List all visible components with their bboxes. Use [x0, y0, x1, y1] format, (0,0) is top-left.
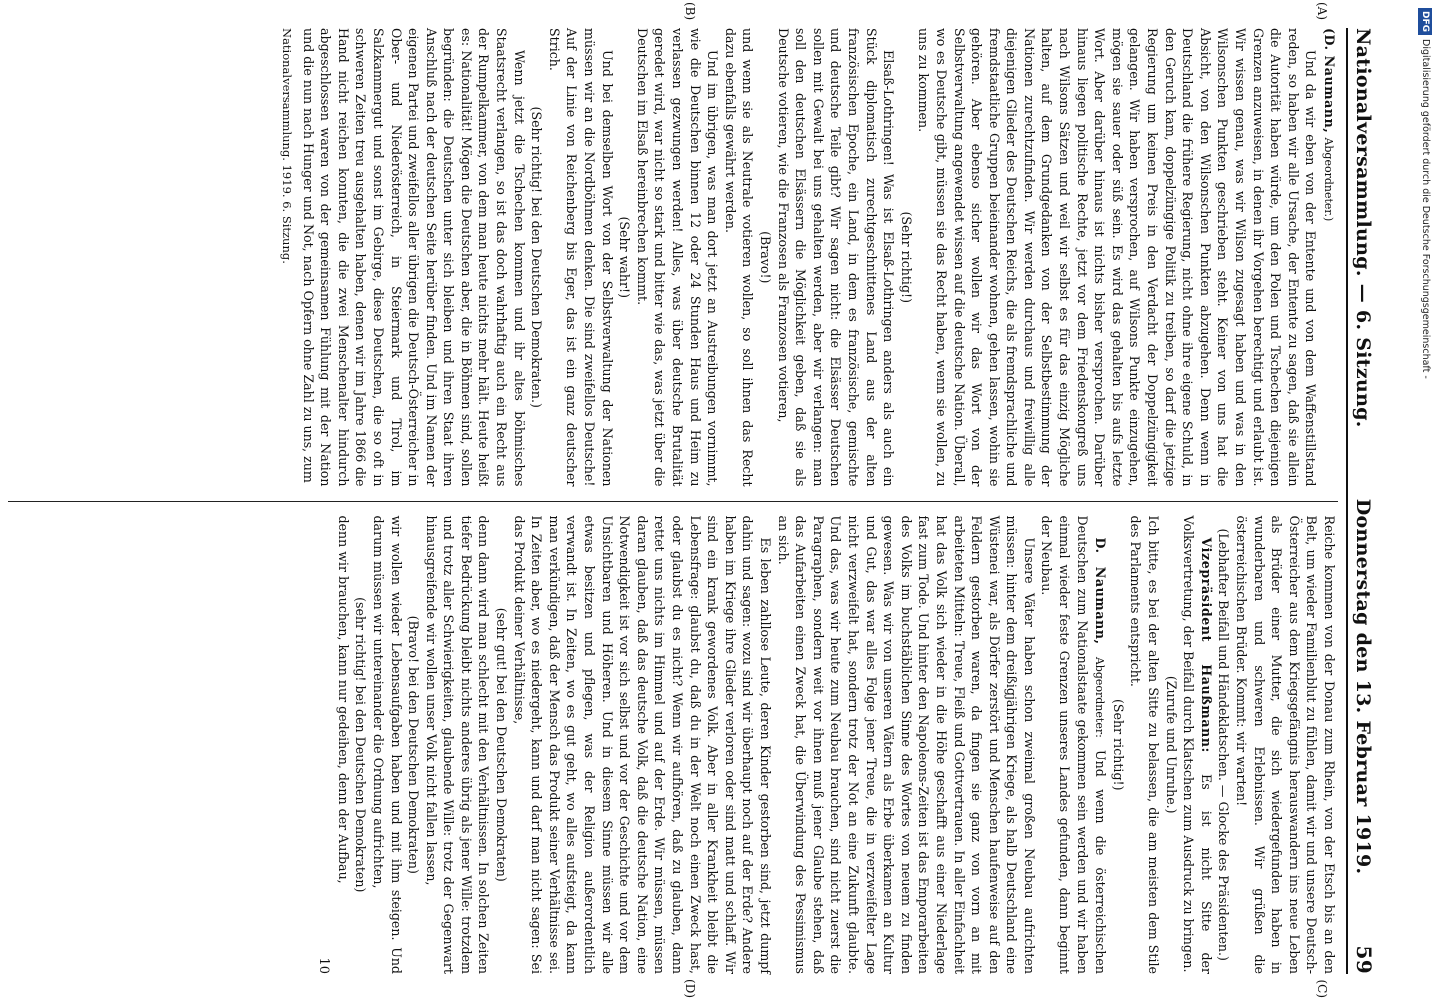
page-number: 59	[1352, 945, 1376, 974]
paragraph: Und bei demselben Wort von der Selbstverwaltung der Nationen müssen wir an die Nordböhmen denken. Die sind zweifellos Deutsche! Auf der Linie von Reichenberg bis Eger, das ist ein ganz deutscher Strich.	[546, 28, 615, 487]
interjection: (Zurufe und Unruhe.)	[1163, 675, 1179, 814]
header-left: Nationalversammlung. — 6. Sitzung.	[1352, 28, 1374, 428]
interjection: (Sehr richtig!)	[1110, 699, 1126, 791]
paragraph: denn dann wird man schlecht mit den Verhältnissen. In solchen Zeiten tiefer Bedrückung bleibt nichts anderes übrig als jener Wille: trotzdem und trotz aller Schwierigkeiten, glaubende Wille: trotz der Gegenwart hinausgreifende wir wollen unser Volk nicht fallen lassen,	[423, 515, 492, 974]
page-mark: 10	[316, 957, 332, 974]
interjection: (Bravo! bei den Deutschen Demokraten)	[406, 615, 422, 874]
paragraph: Reiche kommen von der Donau zum Rhein, von der Etsch bis an den Belt, um wieder Familienblut zu fühlen, damit wir und unsere Deutsch-Österreicher aus dem Kriegsgefängnis herauswandern ins neue Leben als Brüder einer Mutter, die sich wiedergefunden haben in wunderbaren und schweren Erlebnissen. Wir grüßen die österreichischen Brüder. Kommt: wir warten!	[1234, 515, 1337, 974]
president-remark: Vizepräsident Haußmann: Es ist nicht Sitte der Volksvertretung, der Beifall durch Klatschen zum Ausdruck zu bringen.	[1181, 515, 1214, 974]
dfg-side-note	[1418, 8, 1432, 988]
margin-marker-d: (D)	[683, 979, 697, 998]
interjection: (Sehr wahr!)	[617, 216, 633, 299]
header-date: Donnerstag den 13. Februar 1919.	[1352, 498, 1374, 875]
columns	[8, 2, 1338, 998]
interjection: (Lebhafter Beifall und Händeklatschen. — Glocke des Präsidenten.)	[1216, 528, 1232, 961]
paragraph: denn wir brauchen, kann nur gedeihen, denn der Aufbau,	[335, 515, 351, 884]
paragraph: Es leben zahllose Leute, deren Kinder gestorben sind, jetzt dumpf dahin und sagen: wozu sind wir überhaupt noch auf der Erde? Andere haben im Kriege ihre Glieder verloren oder sind matt und schlaff. Wir sind ein krank gewordenes Volk. Aber in aller Krankheit bleibt die Lebensfrage: glaubst du, daß du in der Welt noch einen Zweck hast, oder glaubst du es nicht? Wenn wir aufhören, daß zu glauben, dann rettet uns nichts im Himmel und auf der Erde. Wir müssen, müssen daran glauben, daß das deutsche Volk, daß die deutsche Nation, eine Notwendigkeit ist vor sich selbst und vor der Geschichte und vor dem Unsichtbaren und Höheren. Und in diesem Sinne müssen wir alle etwas besitzen und pflegen, was der Religion außerordentlich verwandt ist. In Zeiten, wo es gut geht, wo alles aufsteigt, da kann man verkündigen, daß der Mensch das Produkt seiner Verhältnisse sei. In Zeiten aber, wo es niedergeht, kann und darf man nicht sagen: Sei das Produkt deiner Verhältnisse,	[511, 515, 773, 974]
paragraph: Ich bitte, es bei der alten Sitte zu belassen, die am meisten dem Stile des Parlaments entspricht.	[1128, 515, 1162, 974]
interjection: (Sehr richtig!)	[898, 211, 914, 303]
footnote: Nationalversammlung. 1919. 6. Sitzung.	[279, 28, 294, 264]
interjection: (Sehr richtig! bei den Deutschen Demokraten.)	[529, 106, 545, 408]
paragraph: wir wollen wieder Lebensaufgaben haben und mit ihm steigen. Und darum müssen wir untereinander die Ordnung aufrichten,	[370, 515, 404, 974]
right-column	[8, 515, 1338, 998]
interjection: (Bravo!)	[758, 231, 773, 284]
paragraph: Unsere Väter haben schon zweimal großen Neubau aufrichten müssen: hinter dem dreißigjährigen Kriege, als halb Deutschland eine Wüstenei war, als Dörfer zerstört und Menschen haufenweise auf den Feldern gestorben waren, da fingen sie ganz von vorn an mit arbeiteten Mitteln: Treue, Fleiß und Gottvertrauen. In aller Einfachheit hat das Volk sich wieder in die Höhe geschafft aus einer Niederlage fast zum Tode. Und hinter den Napoleons-Zeiten ist das Emporarbeiten des Volks im buchstäblichen Sinne des Wortes von neuem zu finden gewesen. Was wir von unseren Vätern als Erbe überkamen an Kultur und Gut, das war alles Folge jener Treue, die in verzweifelter Lage nicht verzweifelt hat, sondern trotz der Not an eine Zukunft glaubte. Und das, was wir heute zum Neubau brauchen, sind nicht zuerst die Paragraphen, sondern weit vor ihnen muß jener Glaube stehen, daß das Aufarbeiten einen Zweck hat, die Überwindung des Pessimismus an sich.	[775, 515, 1037, 974]
margin-marker-b: (B)	[683, 2, 697, 21]
paragraph: Elsaß-Lothringen! Was ist Elsaß-Lothringen anders als auch ein Stück diplomatisch zurechtgeschnittenes Land aus der alten französischen Epoche, ein Land, in dem es französische, gemischte und deutsche Teile gibt? Wir sagen nicht: die Elsässer Deutschen sollen mit Gewalt bei uns gehalten werden, aber wir verlangen: man soll den deutschen Elsässern die Möglichkeit geben, daß sie als Deutsche votieren, wie die Franzosen als Franzosen votieren,	[775, 28, 897, 487]
paragraph: und wenn sie als Neutrale votieren wollen, so soll ihnen das Recht dazu ebenfalls gewährt werden.	[722, 28, 756, 487]
paragraph: Und im übrigen, was man dort jetzt an Austreibungen vornimmt, wie die Deutschen binnen 12 oder 24 Stunden Haus und Heim zu verlassen gezwungen werden! Alles, was über deutsche Brutalität geredet wird, war nicht so stark und bitter wie das, was jetzt über die Deutschen im Elsaß hereinbrechen kommt.	[634, 28, 721, 487]
page-header	[1346, 28, 1386, 974]
speaker-line: (D. Naumann, Abgeordneter.)	[1322, 28, 1337, 222]
margin-marker-a: (A)	[1315, 2, 1329, 21]
margin-marker-c: (C)	[1315, 979, 1329, 998]
paragraph: Und da wir eben von der Entente und von dem Waffenstillstand reden, so haben wir alle Ursache, der Entente zu sagen, daß sie allein die Autorität haben würde, um den Polen und Tschechen diejenigen Grenzen anzuweisen, in denen ihr Vorgehen berechtigt und erlaubt ist. Wir wissen genau, was wir Wilson zugesagt haben und was in den Wilsonschen Punkten geschrieben steht. Keiner von uns hat die Absicht, von den Wilsonschen Punkten abzugehen. Denn wenn in Deutschland die frühere Regierung, nicht ohne ihre eigene Schuld, in den Geruch kam, doppelzüngige Politik zu treiben, so darf die jetzige Regierung um keinen Preis in den Verdacht der Doppelzüngigkeit gelangen. Wir haben versprochen, auf Wilsons Punkte einzugehen, mögen sie sauer oder süß sein. Es wird das gehalten bis aufs letzte Wort. Aber darüber hinaus ist nichts bisher versprochen. Darüber hinaus liegen politische Rechte, jetzt vor dem Friedenskongreß uns nach Wilsons Sätzen und weil wir selbst es für das einzig Mögliche halten, auf dem Grundgedanken von der Selbstbestimmung der Nationen zurechtzufinden. Wir werden durchaus und freiwillig alle diejenigen Glieder des Deutschen Reichs, die als fremdsprachliche und fremdstaatliche Gruppen beieinander wohnen, gehen lassen, wohin sie gehören. Aber ebenso sicher wollen wir das Wort von der Selbstverwaltung angewendet wissen auf die deutsche Nation. Überall, wo es Deutsche gibt, müssen sie das Recht haben, wenn sie wollen, zu uns zu kommen.	[916, 28, 1319, 487]
interjection: (sehr gut! bei den Deutschen Demokraten)	[494, 607, 510, 882]
dfg-logo: DFG	[1418, 8, 1432, 35]
dfg-credit-text: Digitalisierung gefördert durch die Deutsche Forschungsgemeinschaft -	[1420, 39, 1431, 379]
paragraph: Wenn jetzt die Tschechen kommen und ihr altes böhmisches Staatsrecht verlangen, so ist das doch wahrhaftig auch ein Recht aus der Rumpelkammer, von dem man heute nichts mehr hält. Heute heißt es: Nationalität! Mögen die Deutschen aber, die in Böhmen sind, sollen begründen: die Deutschen unter sich bleiben und ihren Staat ihren Anschluß nach der deutschen Seite herüber finden. Und im Namen der eigenen Partei und zweifellos aller übrigen die Deutsch-Österreicher in Ober- und Niederösterreich, in Steiermark und Tirol, im Salzkammergut und sonst im Gebirge, diese Deutschen, die so oft in schweren Zeiten treu ausgehalten haben, denen wir im Jahre 1866 die Hand nicht reichen konnten, die die zwei Menschenalter hindurch abgeschlossen waren von der gemeinsamen Fühlung mit der Nation und die nun nach Hunger und Not, nach Opfern ohne Zahl zu uns, zum	[300, 28, 527, 487]
dfg-credit	[1418, 8, 1432, 988]
interjection: (sehr richtig! bei den Deutschen Demokraten)	[353, 597, 369, 893]
speaker-paragraph: D. Naumann, Abgeordneter: Und wenn die österreichischen Deutschen zum Nationalstaate gekommen sein werden und wir haben einmal wieder feste Grenzen unseres Landes gefunden, dann beginnt der Neubau.	[1039, 515, 1109, 974]
left-column	[8, 2, 1338, 487]
column-divider	[8, 501, 1338, 502]
